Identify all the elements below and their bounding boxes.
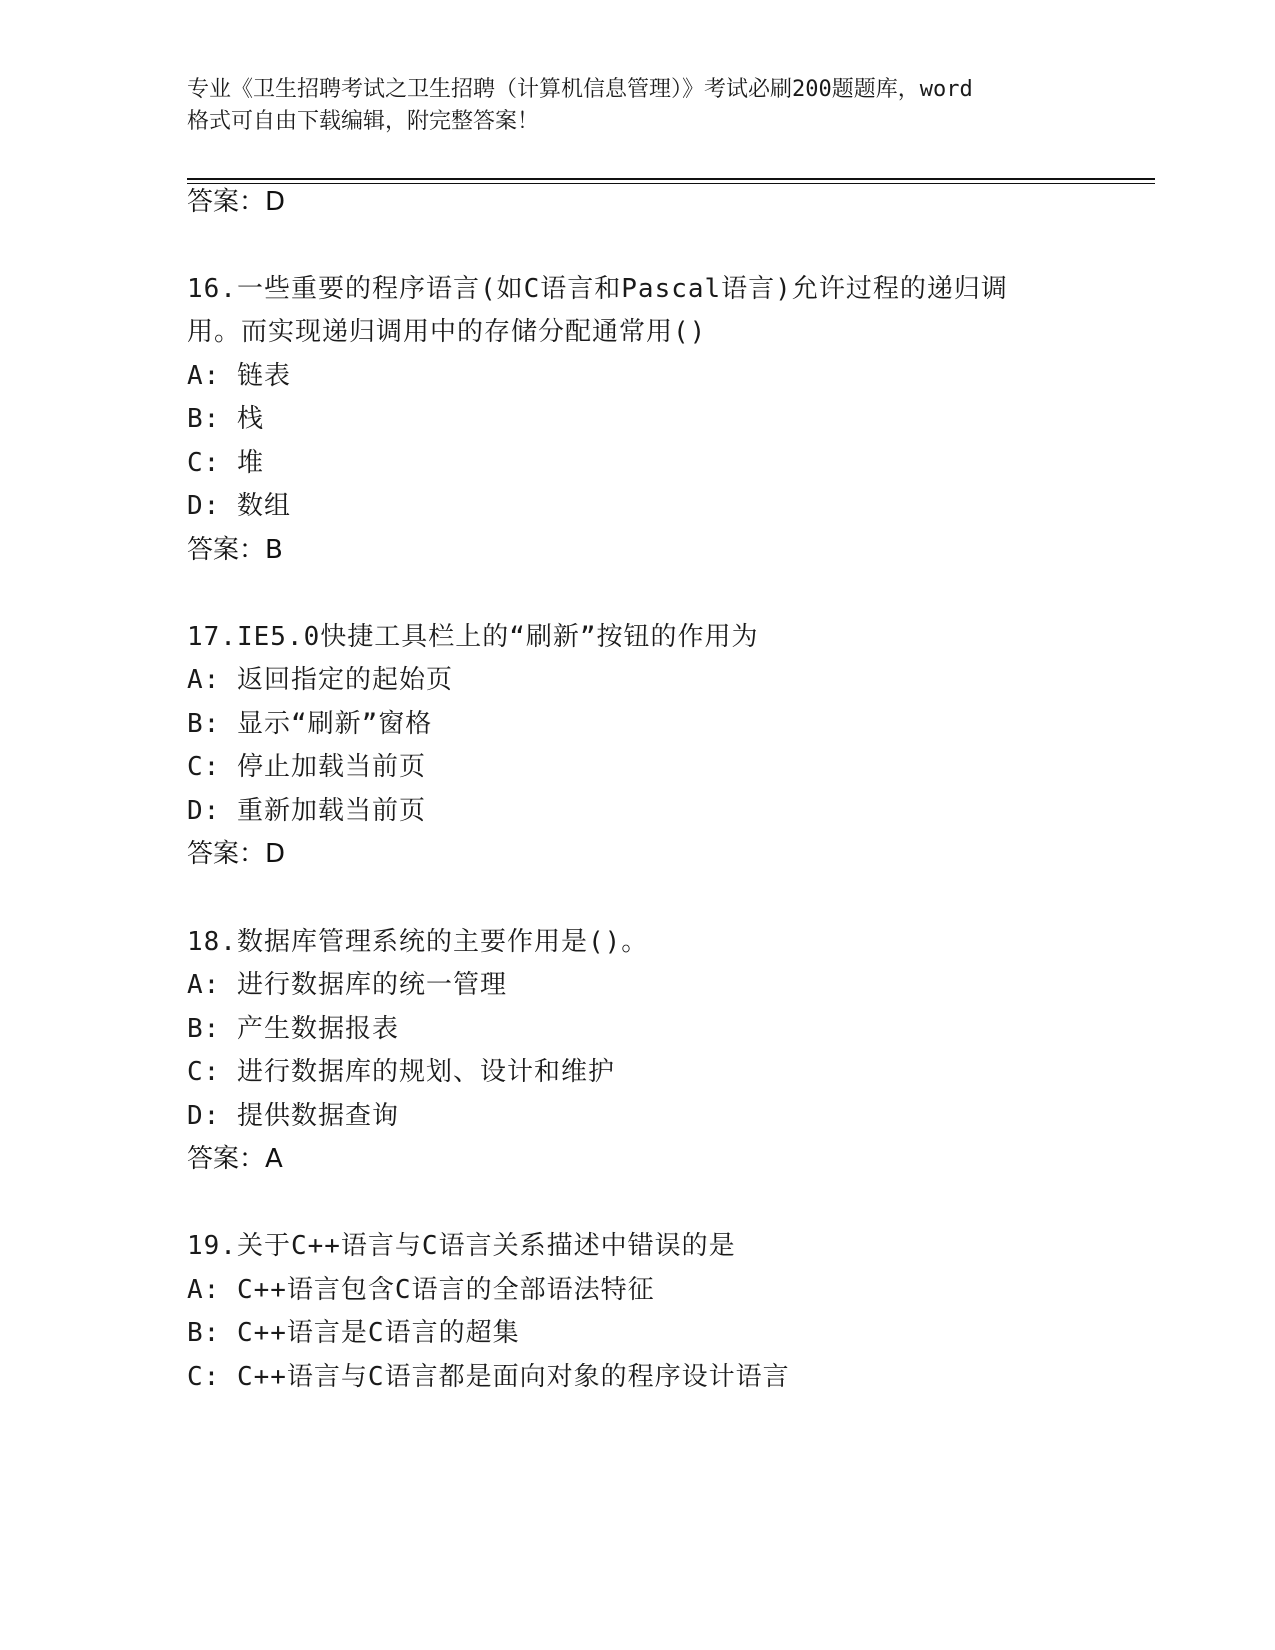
question-17-option-d: D: 重新加载当前页 [187,796,426,826]
question-19-stem-line-1: 19.关于C++语言与C语言关系描述中错误的是 [187,1231,736,1261]
header-rule-thick [187,178,1155,180]
question-16-option-c: C: 堆 [187,448,264,478]
question-18-stem-line-1: 18.数据库管理系统的主要作用是()。 [187,927,649,957]
question-17-option-c: C: 停止加载当前页 [187,752,426,782]
document-header [187,74,1087,138]
question-18-option-a: A: 进行数据库的统一管理 [187,970,507,1000]
question-19-option-c: C: C++语言与C语言都是面向对象的程序设计语言 [187,1362,790,1392]
question-18-answer: 答案：A [187,1144,283,1174]
question-16-option-d: D: 数组 [187,491,291,521]
header-line-2: 格式可自由下载编辑，附完整答案！ [187,109,540,134]
answer-prev: 答案：D [187,187,286,217]
question-19-option-b: B: C++语言是C语言的超集 [187,1318,520,1348]
question-17-option-a: A: 返回指定的起始页 [187,665,453,695]
question-17-stem-line-1: 17.IE5.0快捷工具栏上的“刷新”按钮的作用为 [187,622,759,652]
question-16-stem-line-1: 16.一些重要的程序语言(如C语言和Pascal语言)允许过程的递归调 [187,274,1008,304]
header-rule-thin [187,183,1155,184]
question-16-option-b: B: 栈 [187,404,264,434]
header-line-1: 专业《卫生招聘考试之卫生招聘（计算机信息管理）》考试必刷200题题库，word [187,77,973,102]
question-17-option-b: B: 显示“刷新”窗格 [187,709,433,739]
question-19-option-a: A: C++语言包含C语言的全部语法特征 [187,1275,655,1305]
question-18-option-c: C: 进行数据库的规划、设计和维护 [187,1057,615,1087]
question-16-stem-line-2: 用。而实现递归调用中的存储分配通常用() [187,317,707,347]
question-18-option-b: B: 产生数据报表 [187,1014,399,1044]
question-17-answer: 答案：D [187,839,286,869]
question-16-answer: 答案：B [187,535,283,565]
question-16-option-a: A: 链表 [187,361,291,391]
question-18-option-d: D: 提供数据查询 [187,1101,399,1131]
